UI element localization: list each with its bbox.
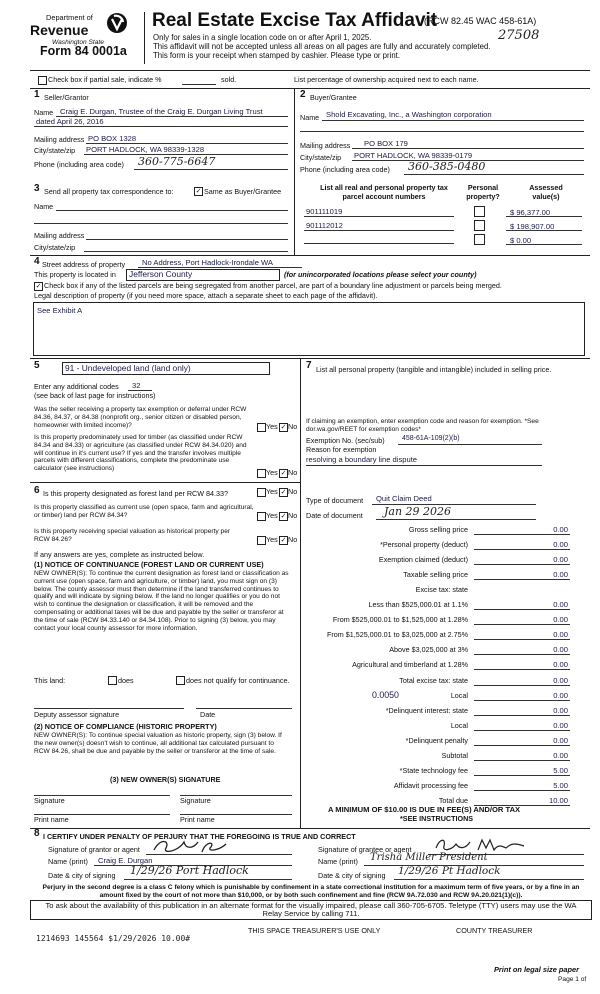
section6-note: If any answers are yes, complete as instructed below. [34, 550, 205, 559]
this-land-label: This land: [34, 676, 66, 685]
buyer-mail-label: Mailing address [300, 141, 351, 150]
segregate-text: Check box if any of the listed parcels are being segregated from another parcel, are part of a boundary line adjustment or parcels being merged. [44, 281, 502, 290]
grantor-sig-label: Signature of grantor or agent [48, 845, 140, 854]
located-label: This property is located in [34, 270, 116, 279]
dept-line2: Revenue [30, 22, 89, 38]
county-value: Jefferson County [129, 269, 193, 279]
parcel-col3: Assessed value(s) [529, 183, 563, 201]
compliance-heading: (2) NOTICE OF COMPLIANCE (HISTORIC PROPERTY) [34, 722, 217, 731]
ada-box [30, 900, 592, 920]
tax-value[interactable]: 5.00 [553, 766, 568, 775]
grantee-date[interactable]: 1/29/26 Pt Hadlock [398, 865, 501, 877]
section3-num: 3 [34, 183, 40, 194]
treasurer-receipt: 1214693 145564 $1/29/2026 10.00# [36, 934, 191, 943]
parcel-value[interactable]: $ 198,907.00 [510, 222, 555, 231]
tax-value[interactable]: 0.00 [553, 645, 568, 654]
seller-city[interactable]: PORT HADLOCK, WA 98339-1328 [86, 145, 205, 154]
seller-name-line2[interactable]: dated April 26, 2016 [36, 117, 104, 126]
tax-value[interactable]: 0.00 [553, 676, 568, 685]
parcel-value[interactable]: $ 0.00 [510, 236, 532, 245]
personal-property-checkbox[interactable] [474, 234, 485, 245]
section6-num: 6 [34, 485, 40, 496]
same-as-buyer-label: Same as Buyer/Grantee [204, 187, 282, 196]
current-use-no-checkbox[interactable]: ✓ [280, 513, 287, 520]
buyer-phone-label: Phone (including area code) [300, 165, 390, 174]
tax-value[interactable]: 0.00 [553, 525, 568, 534]
grantor-name[interactable]: Craig E. Durgan [98, 856, 153, 865]
section6-q1: Is this property designated as forest land per RCW 84.33? [43, 489, 228, 498]
parcel-account[interactable]: 901112012 [306, 221, 343, 230]
forest-no-label: No [288, 487, 298, 496]
does-not-label: does not qualify for continuance. [186, 676, 290, 685]
tax-value[interactable]: 0.00 [553, 540, 568, 549]
forest-no-checkbox[interactable]: ✓ [280, 489, 287, 496]
form-title: Real Estate Excise Tax Affidavit [152, 10, 438, 31]
grantee-name[interactable]: Trisha Miller President [370, 852, 488, 863]
treasurer-use: THIS SPACE TREASURER'S USE ONLY [248, 926, 381, 935]
buyer-name[interactable]: Shold Excavating, Inc., a Washington corporation [326, 110, 492, 119]
section6-q2: Is this property classified as current use (open space, farm and agricultural, or timber) land per RCW 84.34? [34, 504, 254, 519]
tax-value[interactable]: 0.00 [553, 706, 568, 715]
legal-label: Legal description of property (if you need more space, attach a separate sheet to each page of the affidavit). [34, 291, 378, 300]
land-use-value: 91 - Undeveloped land (land only) [65, 363, 191, 373]
seller-mail-label: Mailing address [34, 135, 85, 144]
q1-no-label: No [288, 422, 298, 431]
see-back: (see back of last page for instructions) [34, 391, 156, 400]
grantee-date-label: Date & city of signing [318, 871, 386, 880]
county-select[interactable] [126, 269, 280, 281]
seller-mail[interactable]: PO BOX 1328 [88, 134, 137, 143]
tax-label: Taxable selling price [403, 570, 468, 579]
tax-value[interactable]: 0.00 [553, 691, 568, 700]
grantor-name-label: Name (print) [48, 857, 88, 866]
q2-no-label: No [288, 468, 298, 477]
exemption-text: If claiming an exemption, enter exemption code and reason for exemption. *See dor.wa.gov/REET for exemption codes* [306, 418, 539, 433]
local-rate[interactable]: 0.0050 [372, 690, 399, 700]
tax-label: From $525,000.01 to $1,525,000 at 1.28% [332, 615, 468, 624]
historic-no-label: No [288, 535, 298, 544]
tax-label: Affidavit processing fee [393, 781, 468, 790]
street-address[interactable]: No Address, Port Hadlock-Irondale WA [142, 258, 273, 267]
parcel-account[interactable]: 901111019 [306, 207, 343, 216]
tax-label: Less than $525,000.01 at 1.1% [368, 600, 468, 609]
section1-num: 1 [34, 89, 40, 100]
section7-num: 7 [306, 360, 312, 371]
corr-mail-label: Mailing address [34, 231, 85, 240]
tax-label: Local [450, 691, 468, 700]
partial-sale-label: Check box if partial sale, indicate % [48, 75, 162, 84]
segregate-checkbox[interactable]: ✓ [35, 283, 42, 290]
tax-value[interactable]: 0.00 [553, 736, 568, 745]
q2-no-checkbox[interactable]: ✓ [280, 470, 287, 477]
buyer-city[interactable]: PORT HADLOCK, WA 98339-0179 [354, 151, 473, 160]
owner-signature-label-2: Signature [180, 796, 211, 805]
owner-signature-label: Signature [34, 796, 65, 805]
certification: I CERTIFY UNDER PENALTY OF PERJURY THAT THE FOREGOING IS TRUE AND CORRECT [43, 832, 356, 841]
buyer-name-label: Name [300, 113, 320, 122]
personal-property-checkbox[interactable] [474, 220, 485, 231]
street-label: Street address of property [42, 260, 126, 269]
buyer-city-label: City/state/zip [300, 153, 342, 162]
doc-type-label: Type of document [306, 496, 364, 505]
tax-label: *Delinquent penalty [405, 736, 468, 745]
land-use-select[interactable] [62, 362, 270, 375]
deputy-signature-label: Deputy assessor signature [34, 710, 120, 719]
seller-heading: Seller/Grantor [44, 93, 89, 102]
wa-logo-icon [106, 10, 128, 36]
same-as-buyer-checkbox[interactable]: ✓ [195, 188, 202, 195]
tax-label: Subtotal [441, 751, 468, 760]
q2-yes-checkbox[interactable] [257, 469, 266, 478]
tax-label: Above $3,025,000 at 3% [389, 645, 468, 654]
parcel-col2: Personal property? [466, 183, 500, 201]
partial-sale-checkbox[interactable] [38, 76, 47, 85]
current-use-yes-label: Yes [266, 511, 278, 520]
tax-label: Excise tax: state [415, 585, 468, 594]
does-checkbox[interactable] [108, 676, 117, 685]
corr-name-label: Name [34, 202, 54, 211]
section5-q1: Was the seller receiving a property tax exemption or deferral under RCW 84.36, 84.37, or 84.38 (nonprofit org., senior citizen or disabled person, homeowner with limited income)? [34, 406, 247, 429]
see-instructions: *SEE INSTRUCTIONS [400, 814, 474, 823]
instr-1: Only for sales in a single location code on or after April 1, 2025. [153, 33, 372, 42]
seller-phone-label: Phone (including area code) [34, 160, 124, 169]
form-number: Form 84 0001a [40, 44, 127, 58]
q1-no-checkbox[interactable]: ✓ [280, 424, 287, 431]
grantor-date-label: Date & city of signing [48, 871, 116, 880]
deputy-date-label: Date [200, 710, 216, 719]
tax-label: Agricultural and timberland at 1.28% [352, 660, 468, 669]
buyer-phone[interactable]: 360-385-0480 [408, 160, 486, 173]
form-citation: (RCW 82.45 WAC 458-61A) [424, 16, 537, 26]
partial-sale-sold: sold. [221, 75, 237, 84]
tax-label: Total due [438, 796, 468, 805]
parcel-col1: List all real and personal property tax parcel account numbers [320, 183, 448, 201]
tax-value[interactable]: 0.00 [553, 555, 568, 564]
tax-value[interactable]: 5.00 [553, 781, 568, 790]
county-note: (for unincorporated locations please select your county) [284, 270, 477, 279]
stamp-number: 27508 [498, 28, 540, 43]
grantee-name-label: Name (print) [318, 857, 358, 866]
minimum-notice: A MINIMUM OF $10.00 IS DUE IN FEE(S) AND/OR TAX [328, 805, 521, 814]
add-codes-value[interactable]: 32 [132, 381, 141, 390]
parcel-value[interactable]: $ 96,377.00 [510, 208, 551, 217]
print-legal: Print on legal size paper [494, 965, 580, 974]
seller-city-label: City/state/zip [34, 146, 76, 155]
section5-num: 5 [34, 360, 40, 371]
exemption-no-label: Exemption No. (sec/sub) [306, 436, 385, 445]
instr-2: This affidavit will not be accepted unless all areas on all pages are fully and accurately completed. [153, 42, 491, 51]
tax-value[interactable]: 10.00 [548, 796, 568, 805]
corr-city-label: City/state/zip [34, 243, 76, 252]
historic-no-checkbox[interactable]: ✓ [280, 537, 287, 544]
section8-num: 8 [34, 828, 40, 839]
seller-name-line1[interactable]: Craig E. Durgan, Trustee of the Craig E. Durgan Living Trust [60, 107, 263, 116]
historic-yes-label: Yes [266, 535, 278, 544]
continuance-body: NEW OWNER(S): To continue the current designation as forest land or classification as current use (open space, farm and agriculture, or timber) land, you must sign on (3) below. The county assessor must then determine if the land transferred continues to qualify and will indicate by signing below. If the land no longer qualifies or you do not wish to continue the designation or classification, it will be removed and the compensating or additional taxes will be due and payable by the seller or transferor at the time of sale (RCW 84.33.140 or 84.34.108). Prior to signing (3) below, you may contact your local county assessor for more information. [34, 570, 289, 632]
current-use-yes-checkbox[interactable] [257, 512, 266, 521]
tax-value[interactable]: 0.00 [553, 630, 568, 639]
new-owner-heading: (3) NEW OWNER(S) SIGNATURE [110, 775, 221, 784]
tax-value[interactable]: 0.00 [553, 615, 568, 624]
section4-num: 4 [34, 256, 40, 267]
section2-num: 2 [300, 89, 306, 100]
add-codes-label: Enter any additional codes [34, 382, 119, 391]
q2-yes-label: Yes [266, 468, 278, 477]
doc-date[interactable]: Jan 29 2026 [384, 505, 452, 518]
tax-value[interactable]: 0.00 [553, 570, 568, 579]
tax-label: Exemption claimed (deduct) [378, 555, 468, 564]
tax-label: Local [450, 721, 468, 730]
page-number: Page 1 of [558, 976, 587, 983]
doc-date-label: Date of document [306, 511, 363, 520]
tax-value[interactable]: 0.00 [553, 751, 568, 760]
ownership-note: List percentage of ownership acquired next to each name. [294, 75, 479, 84]
doc-type[interactable]: Quit Claim Deed [376, 494, 432, 503]
forest-yes-checkbox[interactable] [257, 488, 266, 497]
tax-label: *Delinquent interest: state [385, 706, 468, 715]
buyer-mail[interactable]: PO BOX 179 [364, 139, 408, 148]
compliance-body: NEW OWNER(S): To continue special valuation as historic property, sign (3) below. If the new owner(s) doesn't wish to continue, all additional tax calculated pursuant to RCW 84.26, shall be due and payable by the seller or transferor at the time of sale. [34, 732, 282, 755]
tax-value[interactable]: 0.00 [553, 660, 568, 669]
perjury-notice: Perjury in the second degree is a class C felony which is punishable by confinement in a state correctional institution for a maximum term of five years, or by a fine in an amount fixed by the court of not more than $10,000, or by both such confinement and fine (RCW 9A.72.030 and RCW 9A.20.021(1)(c)). [42, 884, 580, 899]
dept-line3: Washington State [52, 39, 104, 46]
tax-label: Total excise tax: state [399, 676, 468, 685]
reason-value[interactable]: resolving a boundary line dispute [306, 455, 418, 464]
correspondence-label: Send all property tax correspondence to: [44, 187, 174, 196]
ada-notice: To ask about the availability of this publication in an alternate format for the visually impaired, please call 360-705-6705. Teletype (TTY) users may use the WA Relay Service by calling 711. [45, 901, 577, 918]
q1-yes-label: Yes [266, 422, 278, 431]
grantee-sig-label: Signature of grantee or agent [318, 845, 412, 854]
seller-name-label: Name [34, 108, 54, 117]
legal-description-box[interactable] [33, 302, 585, 356]
reason-label: Reason for exemption [306, 445, 377, 454]
exemption-no[interactable]: 458-61A-109(2)(b) [402, 435, 460, 442]
owner-print-label: Print name [34, 815, 69, 824]
tax-value[interactable]: 0.00 [553, 721, 568, 730]
historic-yes-checkbox[interactable] [257, 536, 266, 545]
forest-yes-label: Yes [266, 487, 278, 496]
grantor-signature [150, 836, 230, 856]
county-treasurer: COUNTY TREASURER [456, 926, 533, 935]
tax-label: *State technology fee [399, 766, 468, 775]
seller-phone[interactable]: 360-775-6647 [138, 155, 216, 168]
continuance-heading: (1) NOTICE OF CONTINUANCE (FOREST LAND OR CURRENT USE) [34, 560, 264, 569]
legal-description: See Exhibit A [37, 306, 83, 315]
does-label: does [118, 676, 134, 685]
q1-yes-checkbox[interactable] [257, 423, 266, 432]
personal-property-checkbox[interactable] [474, 206, 485, 217]
section5-q2: Is this property predominately used for timber (as classified under RCW 84.34 and 84.33) or agriculture (as classified under RCW 84.34.020) and will continue in it's current use? If yes and the transfer involves multiple parcels with different classifications, complete the predominate use calculator (see instructions) [34, 434, 247, 473]
instr-3: This form is your receipt when stamped by cashier. Please type or print. [153, 51, 401, 60]
grantor-date[interactable]: 1/29/26 Port Hadlock [130, 864, 249, 877]
owner-print-label-2: Print name [180, 815, 215, 824]
does-not-checkbox[interactable] [176, 676, 185, 685]
buyer-heading: Buyer/Grantee [310, 93, 357, 102]
tax-label: *Personal property (deduct) [380, 540, 468, 549]
section7-label: List all personal property (tangible and intangible) included in selling price. [316, 365, 552, 374]
current-use-no-label: No [288, 511, 298, 520]
tax-label: Gross selling price [408, 525, 468, 534]
tax-label: From $1,525,000.01 to $3,025,000 at 2.75% [326, 630, 468, 639]
dept-line1: Department of [46, 13, 93, 22]
section6-q3: Is this property receiving special valuation as historical property per RCW 84.26? [34, 528, 231, 543]
tax-value[interactable]: 0.00 [553, 600, 568, 609]
